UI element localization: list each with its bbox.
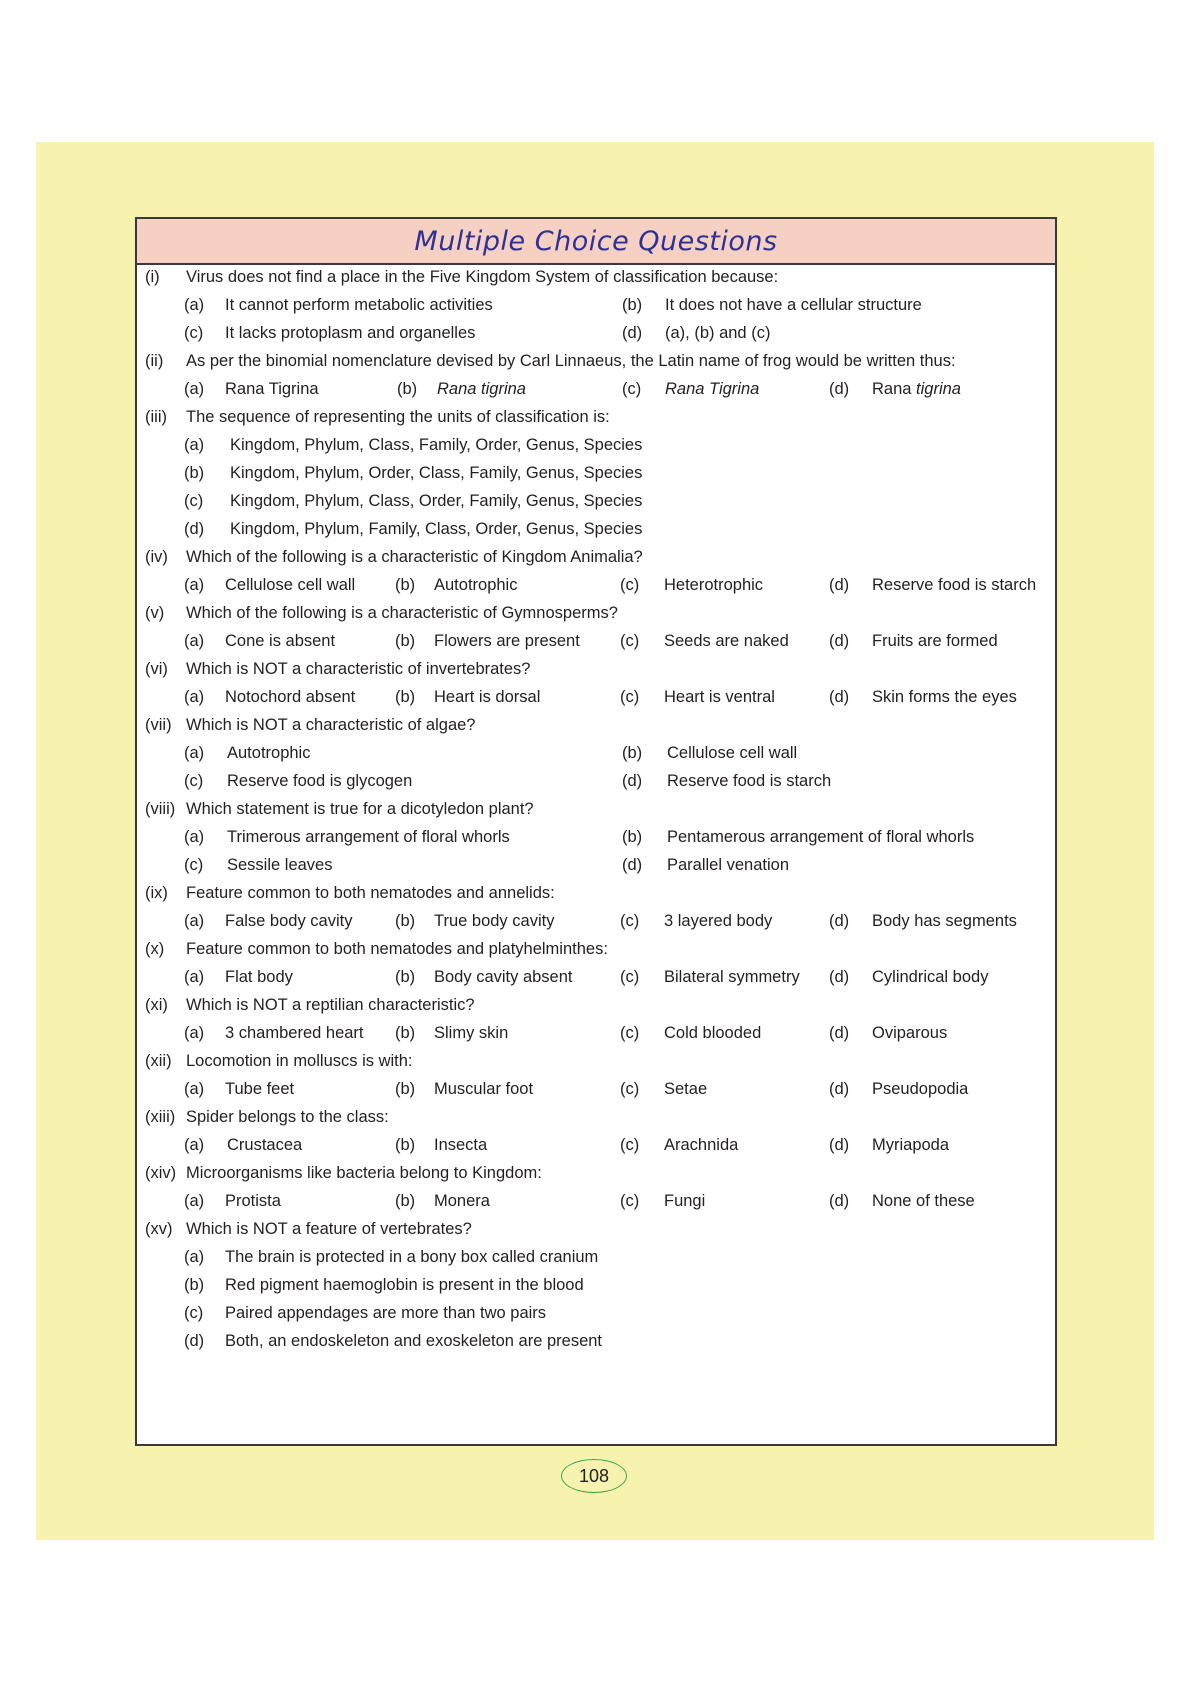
option-text [230, 458, 642, 488]
option-text-main: Notochord absent [225, 688, 356, 706]
question-row [137, 1158, 1055, 1188]
option-label: (d) [622, 856, 643, 874]
option-label: (a) [184, 688, 205, 706]
option-text [434, 682, 540, 712]
question-number: (xi) [145, 996, 168, 1014]
option-text [872, 1186, 975, 1216]
option-label: (b) [395, 912, 416, 930]
option-text-main: Reserve food is starch [872, 576, 1037, 594]
question-number: (iv) [145, 548, 168, 566]
option-text-main: It lacks protoplasm and organelles [225, 324, 476, 342]
option-text-main: Both, an endoskeleton and exoskeleton are present [225, 1332, 603, 1350]
question-row [137, 598, 1055, 628]
option-text-main: Cylindrical body [872, 968, 989, 986]
option-label: (c) [620, 576, 640, 594]
option-text-main: Trimerous arrangement of floral whorls [227, 828, 510, 846]
option-label: (a) [184, 436, 205, 454]
question-row [137, 794, 1055, 824]
option-label: (a) [184, 968, 205, 986]
option-label: (d) [829, 380, 850, 398]
option-text-main: None of these [872, 1192, 975, 1210]
question-row [137, 262, 1055, 292]
option-text-main: Paired appendages are more than two pairs [225, 1304, 547, 1322]
option-text [664, 906, 772, 936]
option-text [872, 682, 1017, 712]
option-label: (a) [184, 632, 205, 650]
option-text [434, 1130, 487, 1160]
option-text [872, 1130, 949, 1160]
option-text-main: Autotrophic [227, 744, 311, 762]
option-label: (b) [395, 1136, 416, 1154]
option-text [434, 1074, 533, 1104]
option-text [434, 962, 573, 992]
option-text-main: 3 layered body [664, 912, 773, 930]
option-text [872, 906, 1017, 936]
option-text-main: Flowers are present [434, 632, 580, 650]
option-label: (c) [184, 772, 204, 790]
option-text-main: False body cavity [225, 912, 353, 930]
mcq-box [135, 217, 1057, 1446]
question-row [137, 542, 1055, 572]
option-text [664, 1074, 707, 1104]
option-text [225, 1270, 584, 1300]
option-text-main: Rana Tigrina [225, 380, 319, 398]
option-text-main: Red pigment haemoglobin is present in the blood [225, 1276, 584, 1294]
question-number: (ix) [145, 884, 168, 902]
question-row [137, 1214, 1055, 1244]
option-text-main: Seeds are naked [664, 632, 789, 650]
option-text [230, 514, 642, 544]
option-label: (d) [829, 968, 850, 986]
option-text [872, 626, 998, 656]
question-number: (xiv) [145, 1164, 177, 1182]
question-number: (xv) [145, 1220, 173, 1238]
option-text [434, 626, 580, 656]
option-text-main: Heart is ventral [664, 688, 775, 706]
option-label: (d) [829, 1080, 850, 1098]
option-text [872, 1018, 947, 1048]
option-text [227, 1130, 302, 1160]
option-text [227, 766, 412, 796]
option-text [227, 822, 510, 852]
question-text: Virus does not find a place in the Five Kingdom System of classification because: [186, 268, 779, 286]
option-text-main: Body cavity absent [434, 968, 573, 986]
option-label: (d) [829, 1136, 850, 1154]
option-text-main: Cold blooded [664, 1024, 762, 1042]
question-row [137, 934, 1055, 964]
option-label: (a) [184, 912, 205, 930]
question-text: Feature common to both nematodes and annelids: [186, 884, 555, 902]
option-text [667, 766, 831, 796]
option-text [872, 374, 961, 404]
option-label: (b) [395, 632, 416, 650]
option-label: (b) [184, 464, 205, 482]
question-row [137, 710, 1055, 740]
option-label: (a) [184, 1024, 205, 1042]
option-text-main: Protista [225, 1192, 281, 1210]
option-label: (c) [620, 1136, 640, 1154]
option-text-main: It does not have a cellular structure [665, 296, 922, 314]
option-label: (c) [620, 688, 640, 706]
option-text-main: Pentamerous arrangement of floral whorls [667, 828, 975, 846]
option-label: (c) [184, 492, 204, 510]
option-text [665, 374, 759, 404]
option-label: (d) [829, 912, 850, 930]
option-label: (b) [622, 296, 643, 314]
question-text: Microorganisms like bacteria belong to Kingdom: [186, 1164, 542, 1182]
option-label: (a) [184, 380, 205, 398]
option-text [225, 1326, 602, 1356]
option-text [664, 626, 789, 656]
option-label: (b) [395, 1192, 416, 1210]
option-text [225, 374, 319, 404]
option-text-main: Fruits are formed [872, 632, 998, 650]
option-label: (d) [622, 324, 643, 342]
option-text-main: Kingdom, Phylum, Order, Class, Family, Genus, Species [230, 464, 643, 482]
option-text [667, 850, 789, 880]
option-text-main: Cellulose cell wall [225, 576, 356, 594]
question-text: Which is NOT a feature of vertebrates? [186, 1220, 472, 1238]
option-label: (a) [184, 296, 205, 314]
option-text [872, 1074, 968, 1104]
option-label: (a) [184, 744, 205, 762]
option-text [225, 570, 355, 600]
option-label: (d) [829, 576, 850, 594]
option-text-main: Cone is absent [225, 632, 336, 650]
question-text: Which is NOT a characteristic of invertebrates? [186, 660, 531, 678]
option-label: (c) [622, 380, 642, 398]
option-text-main: True body cavity [434, 912, 555, 930]
option-text-main: Kingdom, Phylum, Class, Order, Family, Genus, Species [230, 492, 643, 510]
option-text-main: Setae [664, 1080, 708, 1098]
option-text [225, 1186, 281, 1216]
option-text [664, 962, 800, 992]
option-text-main: Rana tigrina [437, 380, 526, 398]
option-text [225, 318, 475, 348]
option-text-main: Reserve food is glycogen [227, 772, 413, 790]
question-number: (v) [145, 604, 165, 622]
option-label: (d) [184, 1332, 205, 1350]
option-label: (c) [184, 856, 204, 874]
question-number: (xiii) [145, 1108, 176, 1126]
option-label: (b) [397, 380, 418, 398]
question-row [137, 346, 1055, 376]
question-row [137, 1102, 1055, 1132]
option-text-main: Reserve food is starch [667, 772, 832, 790]
option-label: (c) [620, 1080, 640, 1098]
option-text [664, 1130, 738, 1160]
question-text: Spider belongs to the class: [186, 1108, 389, 1126]
page-number: 108 [561, 1459, 627, 1493]
option-text-main: Flat body [225, 968, 293, 986]
option-text [225, 906, 352, 936]
option-label: (c) [620, 632, 640, 650]
option-label: (d) [622, 772, 643, 790]
option-text [434, 906, 554, 936]
question-text: Which is NOT a characteristic of algae? [186, 716, 476, 734]
option-text-main: Sessile leaves [227, 856, 333, 874]
option-text-main: Heterotrophic [664, 576, 764, 594]
question-row [137, 878, 1055, 908]
question-text: As per the binomial nomenclature devised by Carl Linnaeus, the Latin name of frog would be written thus: [186, 352, 956, 370]
option-label: (a) [184, 1192, 205, 1210]
question-number: (vi) [145, 660, 168, 678]
option-label: (b) [395, 576, 416, 594]
option-label: (b) [395, 1080, 416, 1098]
option-text [872, 962, 988, 992]
option-text-main: (a), (b) and (c) [665, 324, 771, 342]
option-text-main: It cannot perform metabolic activities [225, 296, 493, 314]
option-label: (c) [620, 912, 640, 930]
option-label: (c) [620, 1192, 640, 1210]
option-text-main: Tube feet [225, 1080, 295, 1098]
option-text-main: The brain is protected in a bony box called cranium [225, 1248, 599, 1266]
option-text-main: Cellulose cell wall [667, 744, 798, 762]
option-text [434, 1018, 508, 1048]
question-row [137, 1046, 1055, 1076]
title-bar [137, 219, 1055, 265]
option-text-main: Arachnida [664, 1136, 739, 1154]
question-number: (ii) [145, 352, 164, 370]
option-text [664, 1018, 761, 1048]
option-text-main: Oviparous [872, 1024, 948, 1042]
option-text [225, 1242, 598, 1272]
option-label: (a) [184, 1136, 205, 1154]
option-text-main: 3 chambered heart [225, 1024, 364, 1042]
question-text: Feature common to both nematodes and platyhelminthes: [186, 940, 608, 958]
page-title: Multiple Choice Questions [414, 225, 778, 257]
option-text-main: Insecta [434, 1136, 488, 1154]
option-text [227, 850, 332, 880]
option-label: (b) [622, 828, 643, 846]
option-text-main: Bilateral symmetry [664, 968, 800, 986]
option-text [664, 570, 763, 600]
option-text-main: Kingdom, Phylum, Family, Class, Order, Genus, Species [230, 520, 643, 538]
option-text [434, 1186, 490, 1216]
option-text [225, 1074, 294, 1104]
option-text [667, 822, 974, 852]
option-text-main: Muscular foot [434, 1080, 534, 1098]
question-number: (x) [145, 940, 165, 958]
option-text-main: Myriapoda [872, 1136, 950, 1154]
option-text [665, 318, 770, 348]
option-label: (d) [829, 632, 850, 650]
option-text-main: Rana [872, 380, 912, 398]
question-row [137, 654, 1055, 684]
option-label: (c) [620, 1024, 640, 1042]
option-text [225, 682, 355, 712]
option-text [667, 738, 797, 768]
question-text: Which of the following is a characteristic of Gymnosperms? [186, 604, 618, 622]
option-label: (c) [620, 968, 640, 986]
option-label: (b) [395, 1024, 416, 1042]
option-label: (c) [184, 324, 204, 342]
question-text: Locomotion in molluscs is with: [186, 1052, 413, 1070]
option-text [434, 570, 517, 600]
option-label: (d) [829, 688, 850, 706]
option-text-main: Pseudopodia [872, 1080, 969, 1098]
option-text [225, 290, 493, 320]
option-text-main: Kingdom, Phylum, Class, Family, Order, Genus, Species [230, 436, 643, 454]
question-number: (viii) [145, 800, 176, 818]
option-text-main: Fungi [664, 1192, 706, 1210]
option-text-main: Rana Tigrina [665, 380, 760, 398]
option-text [225, 1018, 364, 1048]
option-label: (d) [829, 1192, 850, 1210]
option-text [225, 626, 335, 656]
option-label: (b) [622, 744, 643, 762]
option-text [664, 682, 775, 712]
question-text: Which is NOT a reptilian characteristic? [186, 996, 475, 1014]
question-row [137, 402, 1055, 432]
option-label: (c) [184, 1304, 204, 1322]
option-text [230, 430, 642, 460]
option-text [437, 374, 526, 404]
option-text [664, 1186, 705, 1216]
option-text-main: Heart is dorsal [434, 688, 541, 706]
option-text-main: Body has segments [872, 912, 1017, 930]
option-label: (b) [395, 688, 416, 706]
option-text-main: Skin forms the eyes [872, 688, 1017, 706]
option-text-main: Parallel venation [667, 856, 789, 874]
option-label: (a) [184, 1080, 205, 1098]
option-label: (a) [184, 1248, 205, 1266]
option-text [225, 962, 293, 992]
option-text [225, 1298, 546, 1328]
option-label: (a) [184, 576, 205, 594]
question-number: (i) [145, 268, 160, 286]
question-text: Which statement is true for a dicotyledon plant? [186, 800, 534, 818]
option-text [872, 570, 1036, 600]
option-text [230, 486, 642, 516]
question-row [137, 990, 1055, 1020]
option-label: (b) [395, 968, 416, 986]
option-text-main: Crustacea [227, 1136, 303, 1154]
option-text-main: Slimy skin [434, 1024, 509, 1042]
option-text-main: Monera [434, 1192, 490, 1210]
question-number: (iii) [145, 408, 167, 426]
option-label: (a) [184, 828, 205, 846]
question-text: Which of the following is a characteristic of Kingdom Animalia? [186, 548, 643, 566]
question-text: The sequence of representing the units of classification is: [186, 408, 610, 426]
question-number: (vii) [145, 716, 172, 734]
question-number: (xii) [145, 1052, 172, 1070]
option-label: (b) [184, 1276, 205, 1294]
option-text-italic: tigrina [916, 380, 961, 398]
option-label: (d) [184, 520, 205, 538]
option-text [227, 738, 310, 768]
option-text-main: Autotrophic [434, 576, 518, 594]
option-text [665, 290, 922, 320]
option-label: (d) [829, 1024, 850, 1042]
